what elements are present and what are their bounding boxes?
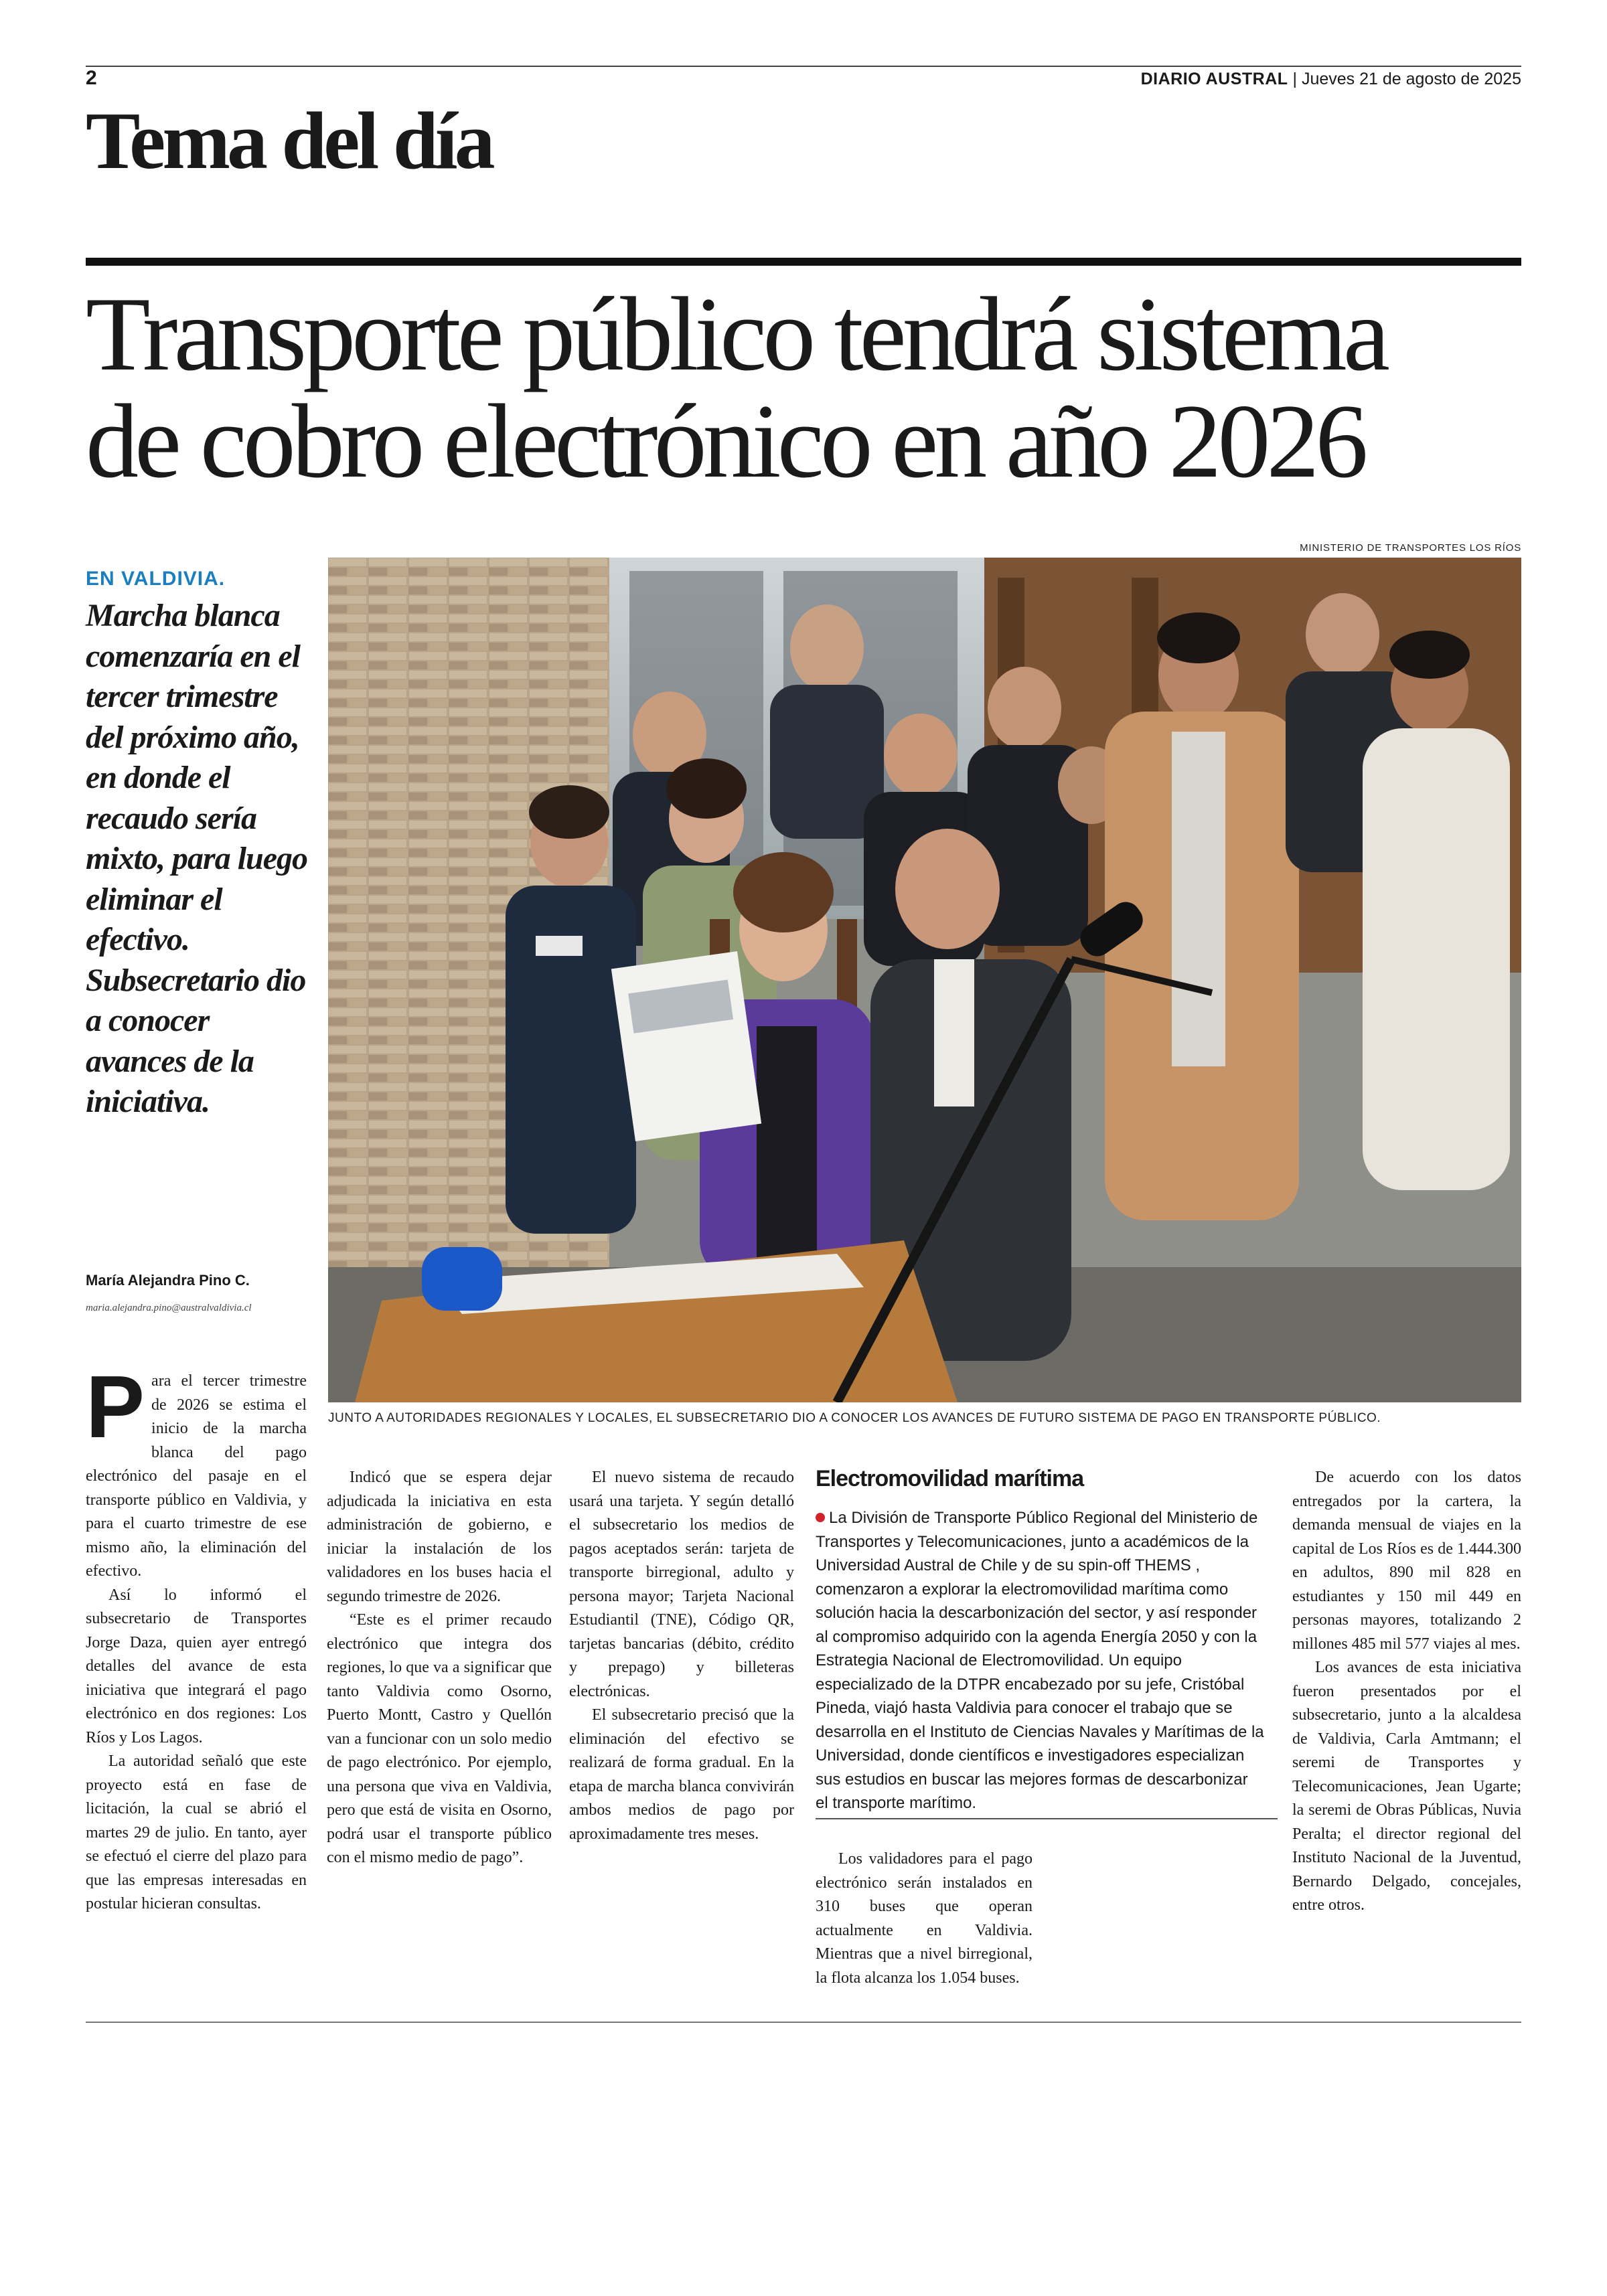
paragraph-3: La autoridad señaló que este proyecto está en fase de licitación, la cual se abrió el martes 29 de julio. En tanto, ayer se efectuó el cierre del plazo para que las empresas interesadas en postular hicieran consultas. <box>86 1752 307 1912</box>
page-number: 2 <box>86 67 97 89</box>
paragraph-2: Así lo informó el subsecretario de Transportes Jorge Daza, quien ayer entregó detalles del avance de esta iniciativa que integrará el pago electrónico en dos regiones: Los Ríos y Los Lagos. <box>86 1586 307 1746</box>
paragraph-6: El nuevo sistema de recaudo usará una tarjeta. Y según detalló el subsecretario los medios de pagos aceptados serán: tarjeta de transporte birregional, adulto y persona mayor; Tarjeta Nacional Estudiantil (TNE), Código QR, tarjetas bancarias (débito, crédito y prepago) y billeteras electrónicas. <box>569 1469 794 1700</box>
article-photo <box>328 558 1521 1402</box>
headline-line-1: Transporte público tendrá sistema <box>86 276 1386 393</box>
bullet-icon <box>816 1513 825 1522</box>
body-column-1 <box>86 1358 307 1916</box>
publication-name: DIARIO AUSTRAL <box>1140 70 1288 88</box>
paragraph-4: Indicó que se espera dejar adjudicada la iniciativa en esta administración de gobierno, e iniciar la instalación de los validadores en los buses hacia el segundo trimestre de 2026. <box>327 1469 552 1605</box>
body-column-3 <box>569 1466 794 1846</box>
drop-cap: P <box>86 1358 145 1456</box>
kicker: EN VALDIVIA. <box>86 568 226 590</box>
author-email: maria.alejandra.pino@australvaldivia.cl <box>86 1303 252 1313</box>
paragraph-8: Los validadores para el pago electrónico serán instalados en 310 buses que operan actualmente en Valdivia. Mientras que a nivel birregional, la flota alcanza los 1.054 buses. <box>816 1850 1032 1987</box>
top-rule <box>86 66 1521 67</box>
masthead: DIARIO AUSTRAL | Jueves 21 de agosto de 2025 <box>1140 70 1521 88</box>
body-column-4 <box>816 1848 1032 1990</box>
headline <box>86 276 1532 500</box>
author-byline: María Alejandra Pino C. <box>86 1272 250 1289</box>
bottom-rule <box>86 2022 1521 2023</box>
press-conference-photo <box>328 558 1521 1402</box>
issue-date: Jueves 21 de agosto de 2025 <box>1301 70 1521 88</box>
paragraph-9: De acuerdo con los datos entregados por la cartera, la demanda mensual de viajes en la capital de Los Ríos es de 1.444.300 en adultos, 890 mil 828 en estudiantes y 150 mil 449 en personas mayores, totalizando 2 millones 485 mil 577 viajes al mes. <box>1292 1469 1521 1653</box>
sidebar-box <box>816 1506 1264 1815</box>
lede: Marcha blanca comenzaría en el tercer trimestre del próximo año, en donde el recaudo sería mixto, para luego eliminar el efectivo. Subsecretario dio a conocer avances de la iniciativa. <box>86 598 308 1119</box>
paragraph-7: El subsecretario precisó que la eliminación del efectivo se realizará de forma gradual. En la etapa de marcha blanca convivirán ambos medios de pago por aproximadamente tres meses. <box>569 1706 794 1843</box>
sidebar-rule <box>816 1818 1278 1819</box>
body-column-2 <box>327 1466 552 1870</box>
paragraph-5: “Este es el primer recaudo electrónico que integra dos regiones, lo que va a significar que tanto Valdivia como Osorno, Puerto Montt, Castro y Quellón van a funcionar con un solo medio de pago electrónico. Por ejemplo, una persona que viva en Valdivia, pero que está de visita en Osorno, podrá usar el transporte público con el mismo medio de pago”. <box>327 1611 552 1866</box>
photo-caption: JUNTO A AUTORIDADES REGIONALES Y LOCALES, EL SUBSECRETARIO DIO A CONOCER LOS AVANCES DE FUTURO SISTEMA DE PAGO EN TRANSPORTE PÚBLICO. <box>328 1411 1381 1425</box>
photo-credit: MINISTERIO DE TRANSPORTES LOS RÍOS <box>1300 542 1521 554</box>
headline-line-2: de cobro electrónico en año 2026 <box>86 383 1365 500</box>
sidebar-title: Electromovilidad marítima <box>816 1466 1084 1491</box>
paragraph-1: Para el tercer trimestre de 2026 se estima el inicio de la marcha blanca del pago electrónico del pasaje en el transporte público en Valdivia, y para el cuarto trimestre de ese mismo año, la eliminación del efectivo. <box>86 1358 307 1580</box>
sidebar-text: La División de Transporte Público Regional del Ministerio de Transportes y Telecomunicaciones, junto a académicos de la Universidad Austral de Chile y de su spin-off THEMS , comenzaron a explorar la electromovilidad marítima como solución hacia la descarbonización del sector, y así responder al compromiso adquirido con la agenda Energía 2050 y con la Estrategia Nacional de Electromovilidad. Un equipo especializado de la DTPR encabezado por su jefe, Cristóbal Pineda, viajó hasta Valdivia para conocer el trabajo que se desarrolla en el Instituto de Ciencias Navales y Marítimas de la Universidad, donde científicos e investigadores especializan sus estudios en buscar las mejores formas de descarbonizar el transporte marítimo. <box>816 1509 1264 1812</box>
section-title: Tema del día <box>86 96 492 186</box>
paragraph-10: Los avances de esta iniciativa fueron presentados por el subsecretario, junto a la alcaldesa de Valdivia, Carla Amtmann; el seremi de Transportes y Telecomunicaciones, Jean Ugarte; la seremi de Obras Públicas, Nuvia Peralta; el director regional del Instituto Nacional de la Juventud, Bernardo Delgado, concejales, entre otros. <box>1292 1659 1521 1914</box>
body-column-5 <box>1292 1466 1521 1918</box>
headline-rule <box>86 258 1521 266</box>
